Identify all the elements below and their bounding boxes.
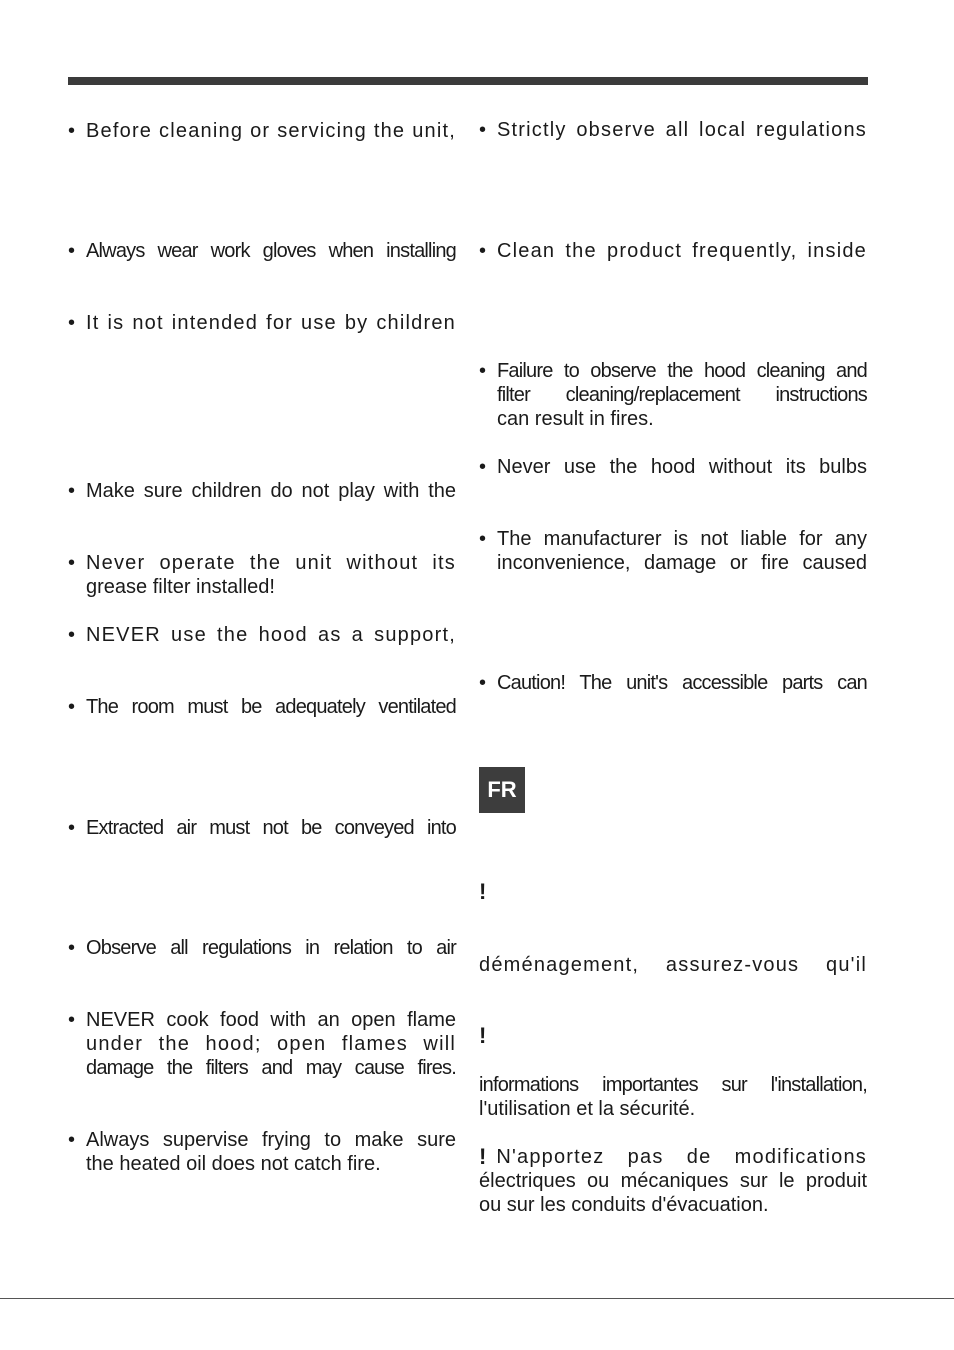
fr-demenagement-line: déménagement, assurez-vous qu'il (479, 954, 867, 976)
bullet-local-regulations (479, 118, 867, 142)
bullet-text: Before cleaning or servicing the unit, (86, 120, 456, 142)
bullet-ventilation (68, 695, 456, 719)
bullet-dot: • (68, 817, 76, 839)
bullet-text: NEVER use the hood as a support, (86, 624, 456, 646)
bullet-text: Always wear work gloves when installing (86, 240, 456, 262)
bullet-text: Never use the hood without its bulbs (497, 456, 867, 478)
bullet-text: Clean the product frequently, inside (497, 240, 867, 262)
fr-info-line: l'utilisation et la sécurité. (479, 1098, 696, 1120)
fr-modif-line: ou sur les conduits d'évacuation. (479, 1194, 769, 1216)
bullet-dot: • (479, 119, 487, 141)
bullet-dot: • (68, 240, 76, 262)
bullet-dot: • (68, 480, 76, 502)
bullet-dot: • (68, 1009, 76, 1031)
bullet-air-regulations (68, 936, 456, 960)
bullet-dot: • (479, 456, 487, 478)
bullet-text: It is not intended for use by children (86, 312, 456, 334)
bullet-cleaning-servicing (68, 119, 456, 143)
bullet-manufacturer-liability (479, 527, 867, 575)
bullet-children-use (68, 311, 456, 335)
bullet-line: can result in fires. (497, 408, 654, 430)
bullet-dot: • (68, 312, 76, 334)
fr-modif-first-line (479, 1145, 867, 1169)
bullet-grease-filter (68, 551, 456, 599)
bullet-dot: • (479, 528, 487, 550)
bullet-hood-support (68, 623, 456, 647)
bullet-dot: • (68, 624, 76, 646)
bullet-accessible-parts (479, 671, 867, 695)
bullet-open-flame (68, 1008, 456, 1080)
bullet-work-gloves (68, 239, 456, 263)
language-badge-fr: FR (479, 767, 525, 813)
top-rule (68, 77, 868, 85)
bullet-text: Strictly observe all local regulations (497, 119, 867, 141)
bullet-extracted-air (68, 816, 456, 840)
fr-modif-paragraph (479, 1145, 867, 1217)
bullet-text: Extracted air must not be conveyed into (86, 817, 456, 839)
bullet-line: damage the filters and may cause fires. (86, 1057, 456, 1079)
bullet-text: Observe all regulations in relation to air (86, 937, 456, 959)
fr-modif-text: N'apportez pas de modifications (496, 1146, 867, 1168)
bullet-clean-product (479, 239, 867, 263)
bullet-dot: • (68, 552, 76, 574)
bullet-line: filter cleaning/replacement instructions (497, 384, 867, 406)
bullet-line: the heated oil does not catch fire. (86, 1153, 381, 1175)
bullet-line: under the hood; open flames will (86, 1033, 456, 1055)
fr-info-paragraph (479, 1073, 867, 1121)
bullet-dot: • (68, 937, 76, 959)
bullet-text: Caution! The unit's accessible parts can (497, 672, 867, 694)
bullet-line: The manufacturer is not liable for any (497, 528, 867, 550)
bullet-line: inconvenience, damage or fire caused (497, 552, 867, 574)
bullet-line: Always supervise frying to make sure (86, 1129, 456, 1151)
bullet-children-play (68, 479, 456, 503)
bullet-dot: • (68, 120, 76, 142)
warning-exclamation-icon: ! (479, 879, 487, 904)
bullet-line: Never operate the unit without its (86, 552, 456, 574)
bullet-line: NEVER cook food with an open flame (86, 1009, 456, 1031)
fr-modif-line: électriques ou mécaniques sur le produit (479, 1170, 867, 1192)
warning-exclamation-icon: ! (479, 1144, 487, 1169)
bullet-text: The room must be adequately ventilated (86, 696, 456, 718)
bullet-text: Make sure children do not play with the (86, 480, 456, 502)
warning-exclamation-icon: ! (479, 1023, 487, 1048)
bottom-rule (0, 1298, 954, 1299)
bullet-dot: • (479, 240, 487, 262)
bullet-cleaning-failure (479, 359, 867, 431)
bullet-dot: • (68, 1129, 76, 1151)
bullet-line: Failure to observe the hood cleaning and (497, 360, 867, 382)
bullet-dot: • (479, 360, 487, 382)
bullet-frying (68, 1128, 456, 1176)
bullet-line: grease filter installed! (86, 576, 275, 598)
fr-info-line: informations importantes sur l'installation, (479, 1074, 867, 1096)
bullet-bulbs (479, 455, 867, 479)
bullet-dot: • (479, 672, 487, 694)
bullet-dot: • (68, 696, 76, 718)
